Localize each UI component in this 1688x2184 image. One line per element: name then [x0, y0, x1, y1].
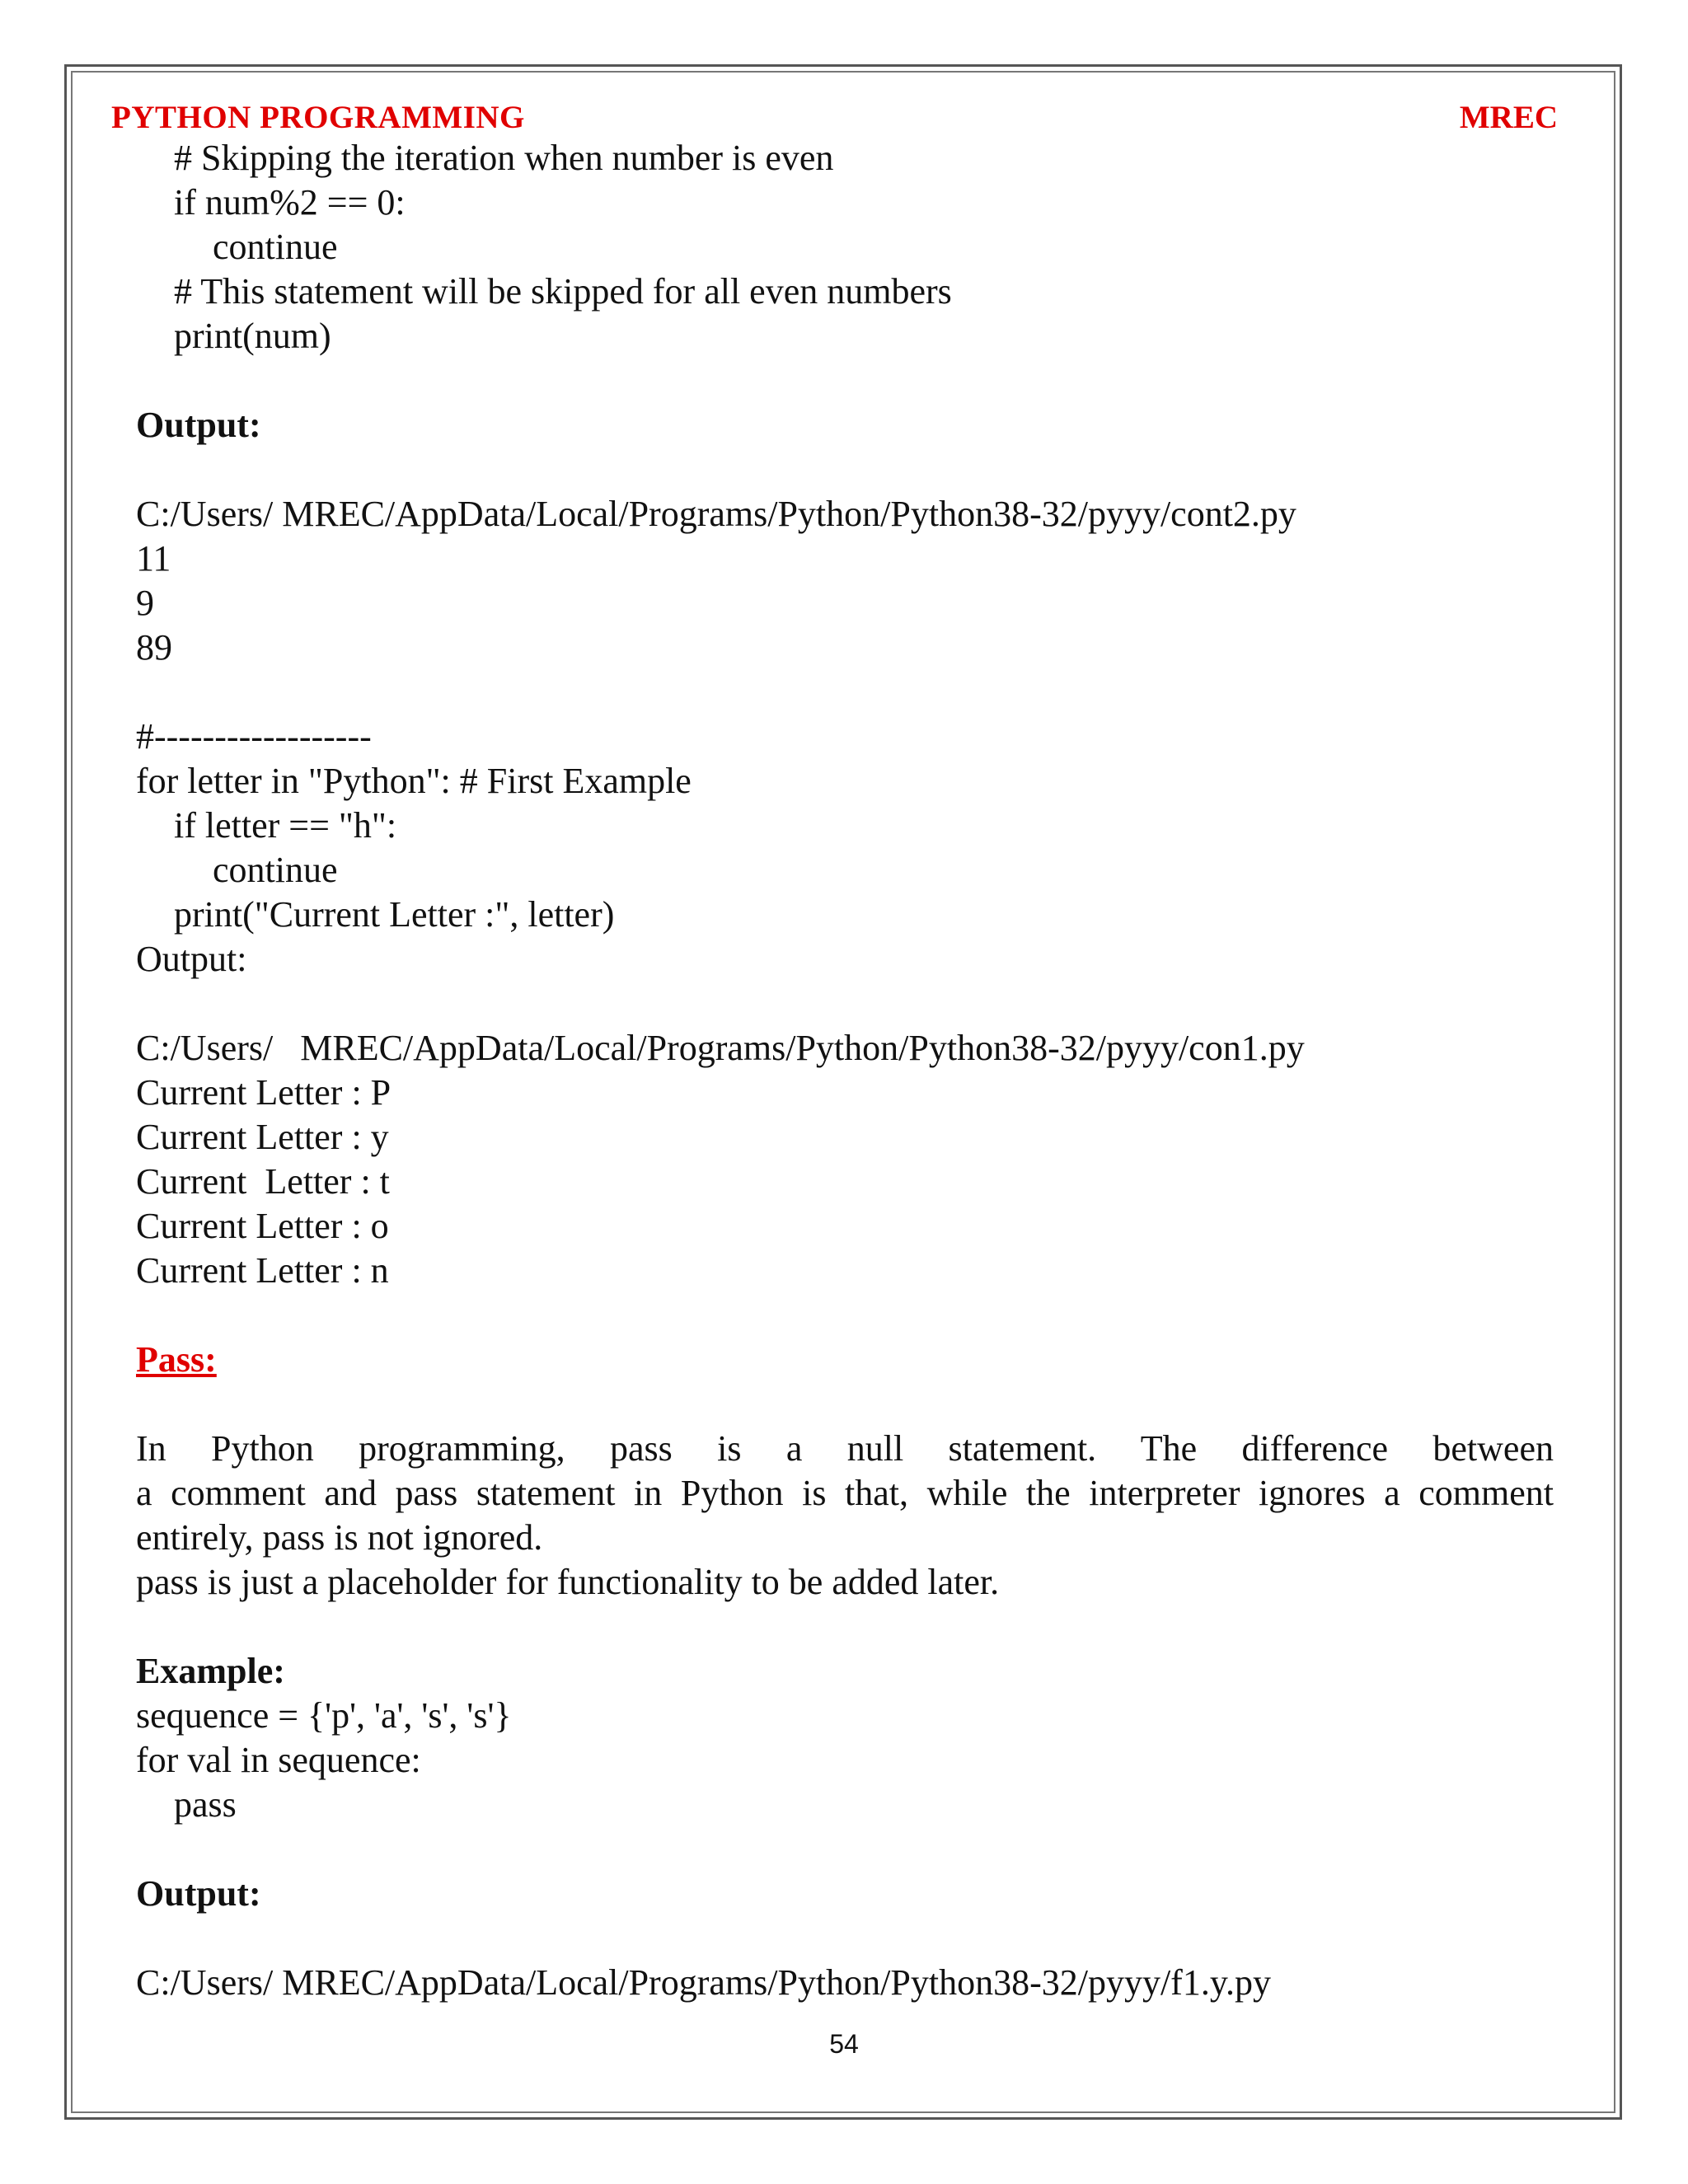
header-institution: MREC [1459, 100, 1558, 135]
paragraph-line: entirely, pass is not ignored. [136, 1517, 543, 1558]
output-line: Current Letter : t [136, 1161, 390, 1202]
code-line: if letter == "h": [174, 805, 397, 846]
output-heading: Output: [136, 939, 247, 979]
pass-heading: Pass: [136, 1339, 217, 1380]
paragraph-line: pass is just a placeholder for functionality to be added later. [136, 1562, 1000, 1602]
code-line: # This statement will be skipped for all even numbers [174, 271, 952, 312]
code-line: sequence = {'p', 'a', 's', 's'} [136, 1695, 512, 1736]
example-heading: Example: [136, 1651, 285, 1691]
output-path: C:/Users/ MREC/AppData/Local/Programs/Python/Python38-32/pyyy/con1.py [136, 1028, 1305, 1068]
output-heading: Output: [136, 405, 261, 445]
paragraph-line: In Python programming, pass is a null statement. The difference between [136, 1428, 1554, 1469]
output-heading: Output: [136, 1873, 261, 1914]
output-path: C:/Users/ MREC/AppData/Local/Programs/Python/Python38-32/pyyy/cont2.py [136, 494, 1296, 534]
code-line: for letter in "Python": # First Example [136, 761, 692, 801]
page-content [136, 136, 1554, 2005]
paragraph-line: a comment and pass statement in Python is that, while the interpreter ignores a comment [136, 1473, 1554, 1513]
code-line: for val in sequence: [136, 1740, 421, 1780]
output-path: C:/Users/ MREC/AppData/Local/Programs/Python/Python38-32/pyyy/f1.y.py [136, 1962, 1271, 2003]
code-line: if num%2 == 0: [174, 182, 406, 223]
code-line: #------------------ [136, 716, 372, 757]
code-line: print(num) [174, 316, 331, 356]
output-line: Current Letter : n [136, 1250, 389, 1291]
code-line: print("Current Letter :", letter) [174, 894, 615, 935]
code-line: pass [174, 1784, 237, 1825]
code-line: continue [213, 850, 338, 890]
header-title: PYTHON PROGRAMMING [111, 100, 525, 135]
output-line: 89 [136, 627, 172, 668]
output-line: 11 [136, 538, 171, 579]
output-line: Current Letter : P [136, 1072, 392, 1113]
output-line: Current Letter : o [136, 1206, 389, 1246]
output-line: 9 [136, 583, 154, 623]
code-line: # Skipping the iteration when number is even [174, 138, 834, 178]
page-number: 54 [829, 2029, 859, 2059]
output-line: Current Letter : y [136, 1117, 389, 1157]
code-line: continue [213, 227, 338, 267]
